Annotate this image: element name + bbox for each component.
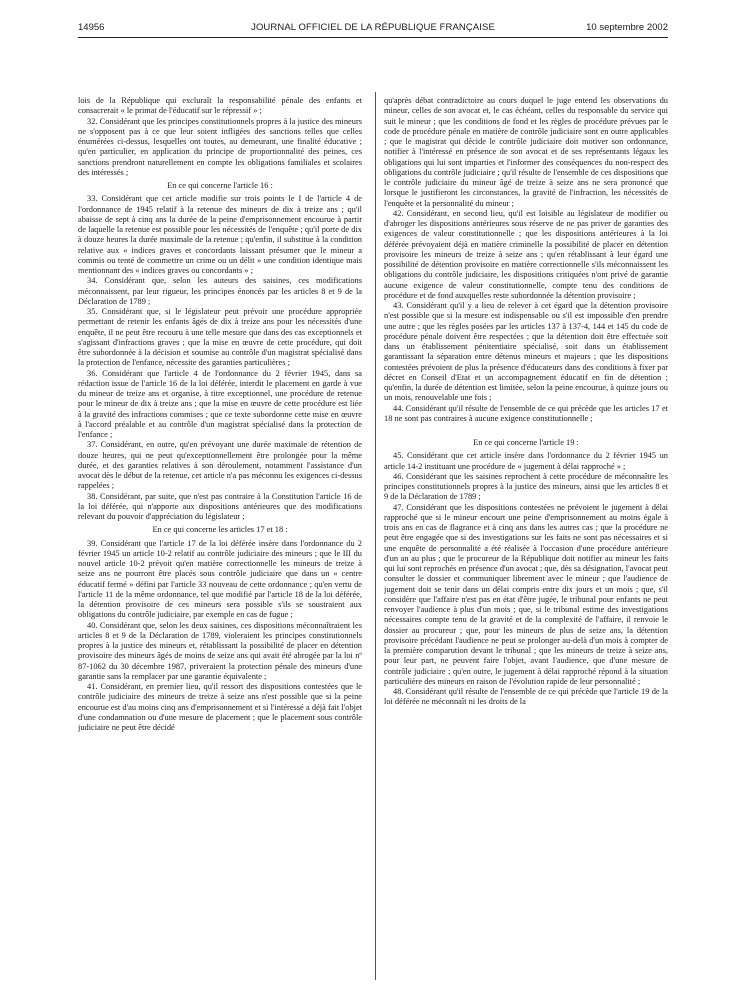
- paragraph: 47. Considérant que les dispositions contestées ne prévoient le jugement à délai rapproché que si le mineur encourt une peine d'emprisonnement au moins égale à trois ans en cas de flagrance et à cinq ans dans les autres cas ; que la procédure ne peut être engagée que si des investigations sur les faits ne sont pas nécessaires et si une enquête de personnalité a été réalisée à l'occasion d'une procédure antérieure d'un an au plus ; que le procureur de la République doit notifier au mineur les faits qui lui sont reprochés en présence d'un avocat ; que, dès sa désignation, l'avocat peut consulter le dossier et communiquer librement avec le mineur ; que l'audience de jugement doit se tenir dans un délai compris entre dix jours et un mois ; que, s'il considère que l'affaire n'est pas en état d'être jugée, le tribunal pour enfants ne peut renvoyer l'audience à plus d'un mois ; que, si le tribunal estime des investigations nécessaires compte tenu de la gravité et de la complexité de l'affaire, il renvoie le dossier au procureur ; que, pour les mineurs de plus de seize ans, la détention provisoire précédant l'audience ne peut se prolonger au-delà d'un mois à compter de la première comparution devant le tribunal ; que les mineurs de treize à seize ans, pour leur part, ne peuvent faire l'objet, avant l'audience, que d'une mesure de contrôle judiciaire ; qu'en outre, le jugement à délai rapproché répond à la situation particulière des mineurs en raison de l'évolution rapide de leur personnalité ;: [384, 502, 668, 686]
- left-column: [78, 96, 362, 980]
- paragraph: 43. Considérant qu'il y a lieu de relever à cet égard que la détention provisoire n'est possible que si la mesure est indispensable ou s'il est impossible d'en prendre une autre ; que les règles posées par les articles 137 à 137-4, 144 et 145 du code de procédure pénale doivent être respectées ; que la détention doit être effectuée soit dans un établissement pénitentiaire spécialisé, soit dans un établissement garantissant la séparation entre détenus mineurs et majeurs ; que les dispositions contestées prévoient de plus la présence d'éducateurs dans des conditions à fixer par décret en Conseil d'Etat et un accompagnement éducatif en fin de détention ; qu'enfin, la durée de détention est limitée, selon la peine encourue, à quinze jours ou un mois, renouvelable une fois ;: [384, 301, 668, 403]
- paragraph: 33. Considérant que cet article modifie sur trois points le I de l'article 4 de l'ordonnance de 1945 relatif à la retenue des mineurs de dix à treize ans ; qu'il abaisse de sept à cinq ans la durée de la peine d'emprisonnement encourue à partir de laquelle la retenue est possible pour les nécessités de l'enquête ; qu'il porte de dix à douze heures la durée maximale de la retenue ; qu'enfin, il substitue à la condition relative aux « indices graves et concordants laissant présumer que le mineur a commis ou tenté de commettre un crime ou un délit » une condition identique mais mentionnant des « indices graves ou concordants » ;: [78, 194, 362, 275]
- paragraph: 36. Considérant que l'article 4 de l'ordonnance du 2 février 1945, dans sa rédaction issue de l'article 16 de la loi déférée, interdit le placement en garde à vue du mineur de treize ans et organise, à titre exceptionnel, une procédure de retenue pour le mineur de dix à treize ans ; que la mise en œuvre de cette procédure est liée à la gravité des infractions commises ; que ce texte subordonne cette mise en œuvre à l'accord préalable et au contrôle d'un magistrat spécialisé dans la protection de l'enfance ;: [78, 368, 362, 439]
- page-number: 14956: [78, 22, 105, 33]
- paragraph: qu'après débat contradictoire au cours duquel le juge entend les observations du mineur, celles de son avocat et, le cas échéant, celles du responsable du service qui suit le mineur ; que les conditions de fond et les règles de procédure prévues par le code de procédure pénale en matière de contrôle judiciaire sont en outre applicables ; que le magistrat qui décide le contrôle judiciaire doit motiver son ordonnance, notifier à l'intéressé en présence de son avocat et de ses représentants légaux les obligations qui lui sont imparties et l'informer des conséquences du non-respect des obligations du contrôle judiciaire ; qu'il résulte de l'ensemble de ces dispositions que le contrôle judiciaire du mineur âgé de treize à seize ans ne sera prononcé que lorsque le justifieront les circonstances, la gravité de l'infraction, les nécessités de l'enquête et la personnalité du mineur ;: [384, 96, 668, 208]
- column-divider: [375, 92, 376, 980]
- paragraph: 40. Considérant que, selon les deux saisines, ces dispositions méconnaîtraient les articles 8 et 9 de la Déclaration de 1789, violeraient les principes constitutionnels propres à la justice des mineurs et, rétablissant la possibilité de placer en détention provisoire des mineurs âgés de moins de seize ans qui avait été abrogée par la loi nº 87-1062 du 30 décembre 1987, priveraient la protection pénale des mineurs d'une garantie sans la remplacer par une garantie équivalente ;: [78, 620, 362, 681]
- paragraph: 45. Considérant que cet article insère dans l'ordonnance du 2 février 1945 un article 14-2 instituant une procédure de « jugement à délai rapproché » ;: [384, 451, 668, 471]
- issue-date: 10 septembre 2002: [586, 22, 668, 33]
- section-heading: En ce qui concerne l'article 16 :: [167, 181, 273, 190]
- journal-title: JOURNAL OFFICIEL DE LA RÉPUBLIQUE FRANÇAISE: [251, 22, 495, 33]
- paragraph: 38. Considérant, par suite, que n'est pas contraire à la Constitution l'article 16 de la loi déférée, qui n'apporte aux dispositions antérieures que des modifications relevant du pouvoir d'appréciation du législateur ;: [78, 491, 362, 521]
- paragraph: 32. Considérant que les principes constitutionnels propres à la justice des mineurs ne s'opposent pas à ce que leur soient infligées des sanctions telles que celles énumérées ci-dessus, lesquelles ont toutes, au demeurant, une finalité éducative ; qu'en particulier, en application du principe de proportionnalité des peines, ces sanctions prendront naturellement en compte les obligations familiales et scolaires des intéressés ;: [78, 116, 362, 177]
- paragraph: 37. Considérant, en outre, qu'en prévoyant une durée maximale de rétention de douze heures, qui ne peut qu'exceptionnellement être prolongée pour la même durée, et des garanties relatives à son déroulement, notamment l'assistance d'un avocat dès le début de la retenue, cet article n'a pas méconnu les exigences ci-dessus rappelées ;: [78, 440, 362, 491]
- page-header: [78, 22, 668, 36]
- header-rule: [78, 37, 668, 38]
- paragraph: 46. Considérant que les saisines reprochent à cette procédure de méconnaître les principes constitutionnels propres à la justice des mineurs, ainsi que les articles 8 et 9 de la Déclaration de 1789 ;: [384, 471, 668, 502]
- section-heading: En ce qui concerne les articles 17 et 18 :: [152, 525, 288, 535]
- paragraph: 39. Considérant que l'article 17 de la loi déférée insère dans l'ordonnance du 2 février 1945 un article 10-2 relatif au contrôle judiciaire des mineurs ; que le III du nouvel article 10-2 prévoit qu'en matière correctionnelle les mineurs de treize à seize ans ne pourront être placés sous contrôle judiciaire que dans un « centre éducatif fermé » défini par l'article 33 nouveau de cette ordonnance ; qu'en vertu de l'article 11 de la même ordonnance, tel que modifié par l'article 18 de la loi déférée, la détention provisoire de ces mineurs sera possible s'ils se soustraient aux obligations du contrôle judiciaire, par exemple en cas de fugue ;: [78, 538, 362, 620]
- section-heading: En ce qui concerne l'article 19 :: [473, 438, 579, 447]
- paragraph: 35. Considérant que, si le législateur peut prévoir une procédure appropriée permettant de retenir les enfants âgés de dix à treize ans pour les nécessités d'une enquête, il ne peut être recouru à une telle mesure que dans des cas exceptionnels et s'agissant d'infractions graves ; que la mise en œuvre de cette procédure, qui doit être subordonnée à la décision et soumise au contrôle d'un magistrat spécialisé dans la protection de l'enfance, nécessite des garanties particulières ;: [78, 307, 362, 368]
- paragraph: 42. Considérant, en second lieu, qu'il est loisible au législateur de modifier ou d'abroger les dispositions antérieures sous réserve de ne pas priver de garanties des exigences de valeur constitutionnelle ; que les dispositions antérieures à la loi déférée prévoyaient déjà en matière criminelle la possibilité de placer en détention provisoire les mineurs de treize à seize ans ; qu'en rétablissant à leur égard une possibilité de détention provisoire en matière correctionnelle s'ils méconnaissent les obligations du contrôle judiciaire, les dispositions critiquées n'ont privé de garantie aucune exigence de valeur constitutionnelle, compte tenu des conditions de procédure et de fond auxquelles reste subordonnée la détention provisoire ;: [384, 208, 668, 300]
- paragraph: 41. Considérant, en premier lieu, qu'il ressort des dispositions contestées que le contrôle judiciaire des mineurs de treize à seize ans n'est possible que si la peine encourue est d'au moins cinq ans d'emprisonnement et si l'intéressé a déjà fait l'objet d'une condamnation ou d'une mesure de placement ; que le placement sous contrôle judiciaire ne peut être décidé: [78, 682, 362, 732]
- paragraph: 44. Considérant qu'il résulte de l'ensemble de ce qui précède que les articles 17 et 18 ne sont pas contraires à aucune exigence constitutionnelle ;: [384, 403, 668, 423]
- paragraph: 48. Considérant qu'il résulte de l'ensemble de ce qui précède que l'article 19 de la loi déférée ne méconnaît ni les droits de la: [384, 687, 668, 707]
- paragraph: lois de la République qui excluraît la responsabilité pénale des enfants et consacrerait « le primat de l'éducatif sur le répressif » ;: [78, 96, 362, 116]
- paragraph: 34. Considérant que, selon les auteurs des saisines, ces modifications méconnaissent, par leur rigueur, les principes énoncés par les articles 8 et 9 de la Déclaration de 1789 ;: [78, 276, 362, 306]
- right-column: [384, 96, 668, 980]
